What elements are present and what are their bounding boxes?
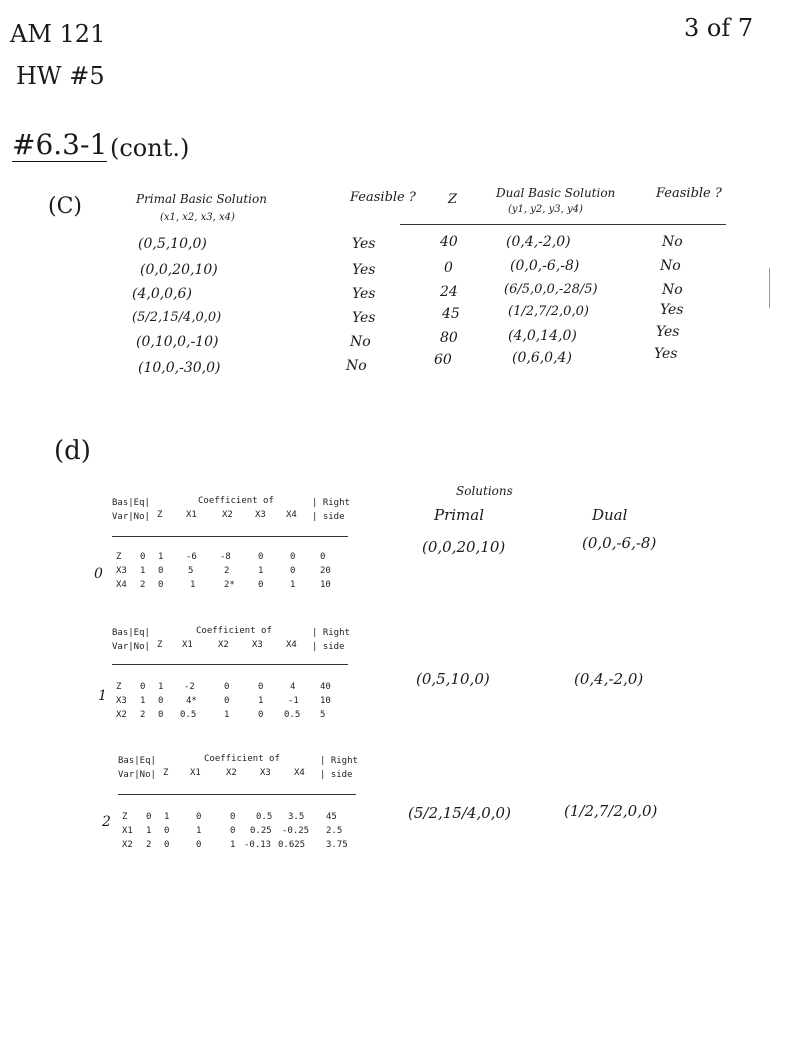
bas-var: Z (122, 812, 128, 822)
x4: 0 (290, 552, 296, 562)
x1: 0.5 (180, 710, 197, 720)
rhs: 45 (326, 812, 337, 822)
bas-var: X2 (122, 840, 133, 850)
part-c-label: (C) (48, 194, 82, 219)
primal-solution: (5/2,15/4,0,0) (408, 804, 511, 822)
primal-solution: (0,0,20,10) (422, 538, 506, 556)
z-col: 1 (164, 812, 170, 822)
bas-header: Bas|Eq| Var|No| (112, 628, 150, 652)
eq: 1 (140, 696, 146, 706)
x2: 2* (224, 580, 235, 590)
col-dual-vars: (y1, y2, y3, y4) (508, 204, 583, 215)
x1-header: X1 (190, 768, 201, 778)
bas-var: X2 (116, 710, 127, 720)
dual-solution: (0,6,0,4) (512, 350, 572, 366)
z-header: Z (163, 768, 169, 778)
x4: 3.5 (288, 812, 305, 822)
x4-header: X4 (286, 640, 297, 650)
eq: 2 (140, 710, 146, 720)
primal-label: Primal (434, 506, 485, 524)
hw-label: HW #5 (16, 62, 105, 90)
course-label: AM 121 (10, 20, 106, 48)
rhs: 2.5 (326, 826, 343, 836)
x1: -2 (184, 682, 195, 692)
rhs: 0 (320, 552, 326, 562)
z-value: 40 (440, 234, 458, 250)
col-primal-vars: (x1, x2, x3, x4) (160, 212, 235, 223)
continued-label: (cont.) (110, 134, 190, 162)
tableau-row (116, 552, 121, 562)
dual-solution: (4,0,14,0) (508, 328, 577, 344)
col-dual-feasible-header: Feasible ? (656, 186, 722, 201)
rhs: 3.75 (326, 840, 348, 850)
tableau-rule (118, 794, 356, 795)
coefficient-header: Coefficient of (198, 496, 274, 506)
bas-var: X3 (116, 696, 127, 706)
iteration-label: 1 (98, 688, 107, 704)
bas-var: X3 (116, 566, 127, 576)
bas-header: Bas|Eq| Var|No| (112, 498, 150, 522)
dual-solution: (6/5,0,0,-28/5) (504, 282, 598, 297)
x1-header: X1 (182, 640, 193, 650)
bas-var: Z (116, 552, 122, 562)
solutions-label: Solutions (456, 484, 513, 498)
z-value: 60 (434, 352, 452, 368)
dual-feasible: No (662, 282, 683, 298)
part-d-label: (d) (54, 436, 91, 466)
x3: 0 (258, 580, 264, 590)
x2-header: X2 (226, 768, 237, 778)
right-side-header: | Right | side (320, 756, 358, 780)
x2: 1 (224, 710, 230, 720)
x3-header: X3 (255, 510, 266, 520)
z-col: 0 (158, 580, 164, 590)
eq: 1 (146, 826, 152, 836)
z-value: 45 (442, 306, 460, 322)
x2: 0 (230, 826, 236, 836)
coefficient-header: Coefficient of (204, 754, 280, 764)
primal-feasible: Yes (352, 236, 376, 252)
dual-feasible: Yes (654, 346, 678, 362)
dual-solution: (0,0,-6,-8) (582, 534, 657, 552)
primal-solution: (0,5,10,0) (138, 236, 207, 252)
x4: 0.625 (278, 840, 306, 850)
primal-solution: (10,0,-30,0) (138, 360, 221, 376)
x3: 1 (258, 696, 264, 706)
x3-header: X3 (260, 768, 271, 778)
x4: 0.5 (284, 710, 301, 720)
scan-artifact (769, 268, 770, 308)
rhs: 40 (320, 682, 331, 692)
eq: 0 (146, 812, 152, 822)
x4: -0.25 (282, 826, 310, 836)
dual-label: Dual (592, 506, 628, 524)
x2: -8 (220, 552, 231, 562)
z-col: 0 (164, 840, 170, 850)
x4: 0 (290, 566, 296, 576)
eq: 0 (140, 552, 146, 562)
col-z-header: Z (448, 192, 458, 207)
primal-feasible: Yes (352, 310, 376, 326)
problem-number: #6.3-1 (12, 128, 108, 161)
primal-solution: (0,10,0,-10) (136, 334, 219, 350)
bas-var: X4 (116, 580, 127, 590)
x4-header: X4 (286, 510, 297, 520)
primal-solution: (4,0,0,6) (132, 286, 192, 302)
eq: 2 (140, 580, 146, 590)
col-dual-header: Dual Basic Solution (496, 186, 616, 200)
x3: 0 (258, 710, 264, 720)
eq: 2 (146, 840, 152, 850)
eq: 0 (140, 682, 146, 692)
x3: 0 (258, 682, 264, 692)
dual-feasible: Yes (656, 324, 680, 340)
z-header: Z (157, 510, 163, 520)
col-feasible-header: Feasible ? (350, 190, 416, 205)
x2: 1 (230, 840, 236, 850)
primal-feasible: No (350, 334, 371, 350)
z-col: 0 (158, 566, 164, 576)
x3: 0.25 (250, 826, 272, 836)
x2: 0 (224, 696, 230, 706)
dual-solution: (1/2,7/2,0,0) (508, 304, 589, 319)
primal-feasible: Yes (352, 286, 376, 302)
z-value: 24 (440, 284, 458, 300)
x1: 0 (196, 840, 202, 850)
rhs: 10 (320, 580, 331, 590)
rhs: 10 (320, 696, 331, 706)
x4-header: X4 (294, 768, 305, 778)
tableau-rule (112, 664, 348, 665)
right-side-header: | Right | side (312, 628, 350, 652)
x2: 2 (224, 566, 230, 576)
x2: 0 (224, 682, 230, 692)
iteration-label: 2 (102, 814, 111, 830)
z-header: Z (157, 640, 163, 650)
right-side-header: | Right | side (312, 498, 350, 522)
x4: -1 (288, 696, 299, 706)
x1: 0 (196, 812, 202, 822)
z-col: 0 (164, 826, 170, 836)
x1: 1 (190, 580, 196, 590)
primal-solution: (5/2,15/4,0,0) (132, 310, 222, 325)
dual-solution: (1/2,7/2,0,0) (564, 802, 658, 820)
iteration-label: 0 (94, 566, 103, 582)
dual-solution: (0,4,-2,0) (574, 670, 644, 688)
rhs: 5 (320, 710, 326, 720)
col-primal-header: Primal Basic Solution (136, 192, 267, 206)
page-number: 3 of 7 (684, 14, 754, 42)
x3: -0.13 (244, 840, 272, 850)
eq: 1 (140, 566, 146, 576)
dual-solution: (0,4,-2,0) (506, 234, 571, 250)
primal-solution: (0,5,10,0) (416, 670, 490, 688)
dual-feasible: No (662, 234, 683, 250)
x3: 0 (258, 552, 264, 562)
x4: 4 (290, 682, 296, 692)
z-col: 0 (158, 710, 164, 720)
dual-feasible: Yes (660, 302, 684, 318)
primal-feasible: No (346, 358, 367, 374)
x2-header: X2 (222, 510, 233, 520)
dual-feasible: No (660, 258, 681, 274)
z-value: 0 (444, 260, 453, 276)
x3-header: X3 (252, 640, 263, 650)
coefficient-header: Coefficient of (196, 626, 272, 636)
x1: 1 (196, 826, 202, 836)
z-col: 1 (158, 552, 164, 562)
rhs: 20 (320, 566, 331, 576)
bas-header: Bas|Eq| Var|No| (118, 756, 156, 780)
x1-header: X1 (186, 510, 197, 520)
bas-var: X1 (122, 826, 133, 836)
header-rule (400, 224, 726, 225)
x1: 5 (188, 566, 194, 576)
x1: -6 (186, 552, 197, 562)
z-value: 80 (440, 330, 458, 346)
bas-var: Z (116, 682, 122, 692)
dual-solution: (0,0,-6,-8) (510, 258, 580, 274)
x2: 0 (230, 812, 236, 822)
x3: 1 (258, 566, 264, 576)
tableau-rule (112, 536, 348, 537)
z-col: 0 (158, 696, 164, 706)
x1: 4* (186, 696, 197, 706)
x4: 1 (290, 580, 296, 590)
x3: 0.5 (256, 812, 273, 822)
z-col: 1 (158, 682, 164, 692)
primal-feasible: Yes (352, 262, 376, 278)
primal-solution: (0,0,20,10) (140, 262, 218, 278)
x2-header: X2 (218, 640, 229, 650)
